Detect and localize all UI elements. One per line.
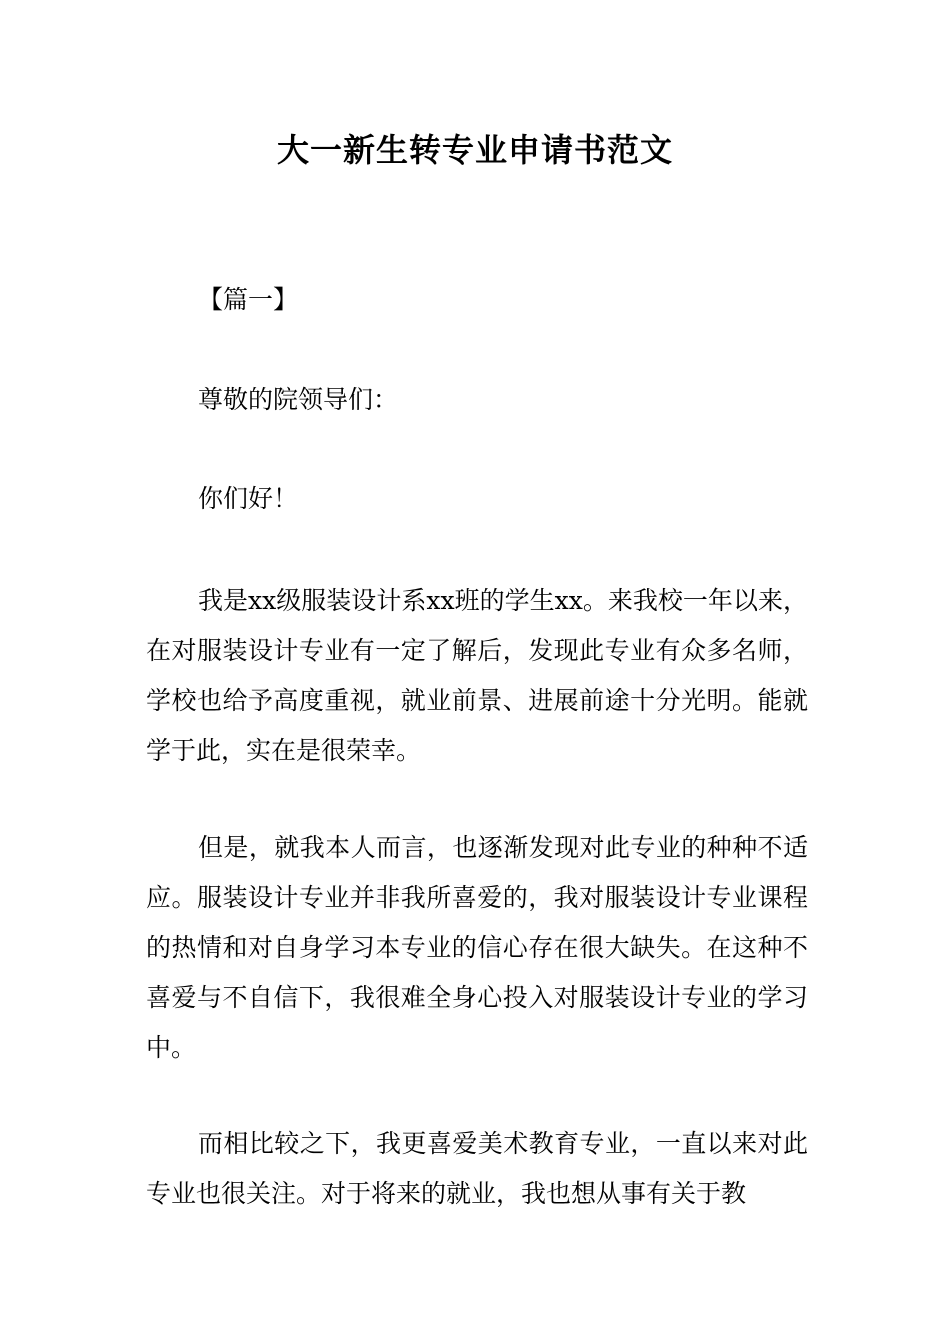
paragraph-1: 我是xx级服装设计系xx班的学生xx。来我校一年以来，在对服装设计专业有一定了解后，发现此专业有众多名师，学校也给予高度重视，就业前景、进展前途十分光明。能就学于此，实在是很荣幸。 bbox=[146, 586, 808, 765]
greeting: 你们好！ bbox=[198, 484, 299, 513]
paragraph-3: 而相比较之下，我更喜爱美术教育专业，一直以来对此专业也很关注。对于将来的就业，我也想从事有关于教 bbox=[146, 1129, 808, 1208]
document-title: 大一新生转专业申请书范文 bbox=[276, 131, 673, 169]
paragraph-2: 但是，就我本人而言，也逐渐发现对此专业的种种不适应。服装设计专业并非我所喜爱的，我对服装设计专业课程的热情和对自身学习本专业的信心存在很大缺失。在这种不喜爱与不自信下，我很难全身心投入对服装设计专业的学习中。 bbox=[146, 833, 808, 1062]
section-heading: 【篇一】 bbox=[198, 285, 299, 314]
salutation: 尊敬的院领导们： bbox=[198, 385, 399, 414]
